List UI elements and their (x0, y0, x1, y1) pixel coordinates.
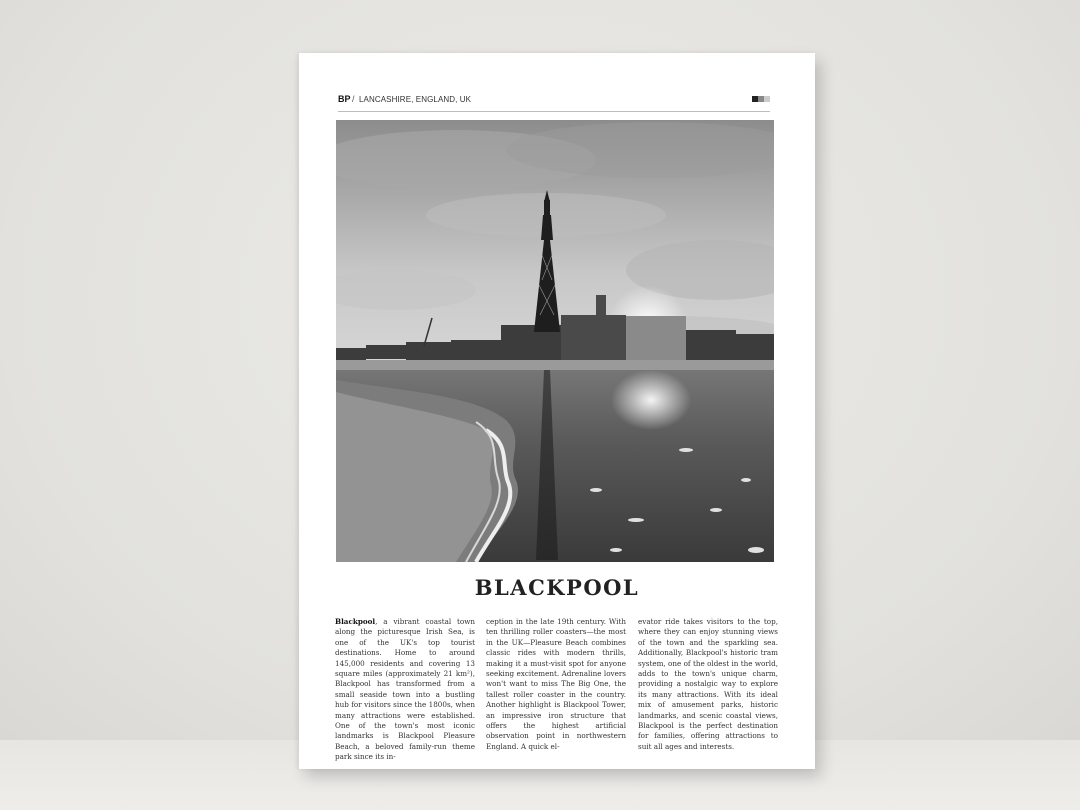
poster-title: BLACKPOOL (474, 575, 640, 600)
description-column-2 (486, 617, 626, 752)
description-column-3-text: evator ride takes visitors to the top, where they can enjoy stunning views of the town and the sparkling sea. Additionally, Blackpool's historic tram system, one of the oldest in the world, adds to the town's unique charm, providing a nostalgic way to explore its many attractions. With its ideal mix of amusement parks, historic landmarks, and scenic coastal views, Blackpool is the perfect destination for families, offering attractions to suit all ages and interests. (638, 617, 778, 751)
description-column-3 (638, 617, 778, 752)
description-columns (335, 617, 778, 762)
color-swatch-light (764, 96, 770, 102)
header-location: LANCASHIRE, ENGLAND, UK (359, 95, 472, 104)
description-column-2-text: ception in the late 19th century. With ten thrilling roller coasters—the most in the UK—Pleasure Beach combines classic rides with modern thrills, making it a must-visit spot for anyone seeking excitement. Adrenaline lovers won't want to miss The Big One, the tallest roller coaster in the country. Another highlight is Blackpool Tower, an impressive iron structure that offers the highest artificial observation point in northwestern England. A quick el- (486, 617, 626, 751)
header-code: BP (338, 94, 351, 104)
description-column-1 (335, 617, 475, 763)
travel-poster (299, 53, 815, 769)
blackpool-tower-beach-photo (336, 120, 774, 562)
description-column-1-text: , a vibrant coastal town along the picturesque Irish Sea, is one of the UK's top tourist destinations. Home to around 145,000 residents and covering 13 square miles (approximately 21 km²), Blackpool has transformed from a small seaside town into a bustling hub for visitors since the 1800s, when many attractions were established. One of the town's most iconic landmarks is Blackpool Pleasure Beach, a beloved family-run theme park since its in- (335, 617, 475, 762)
description-lead: Blackpool (335, 617, 376, 626)
header-separator: / (352, 94, 355, 104)
poster-header (338, 93, 770, 112)
